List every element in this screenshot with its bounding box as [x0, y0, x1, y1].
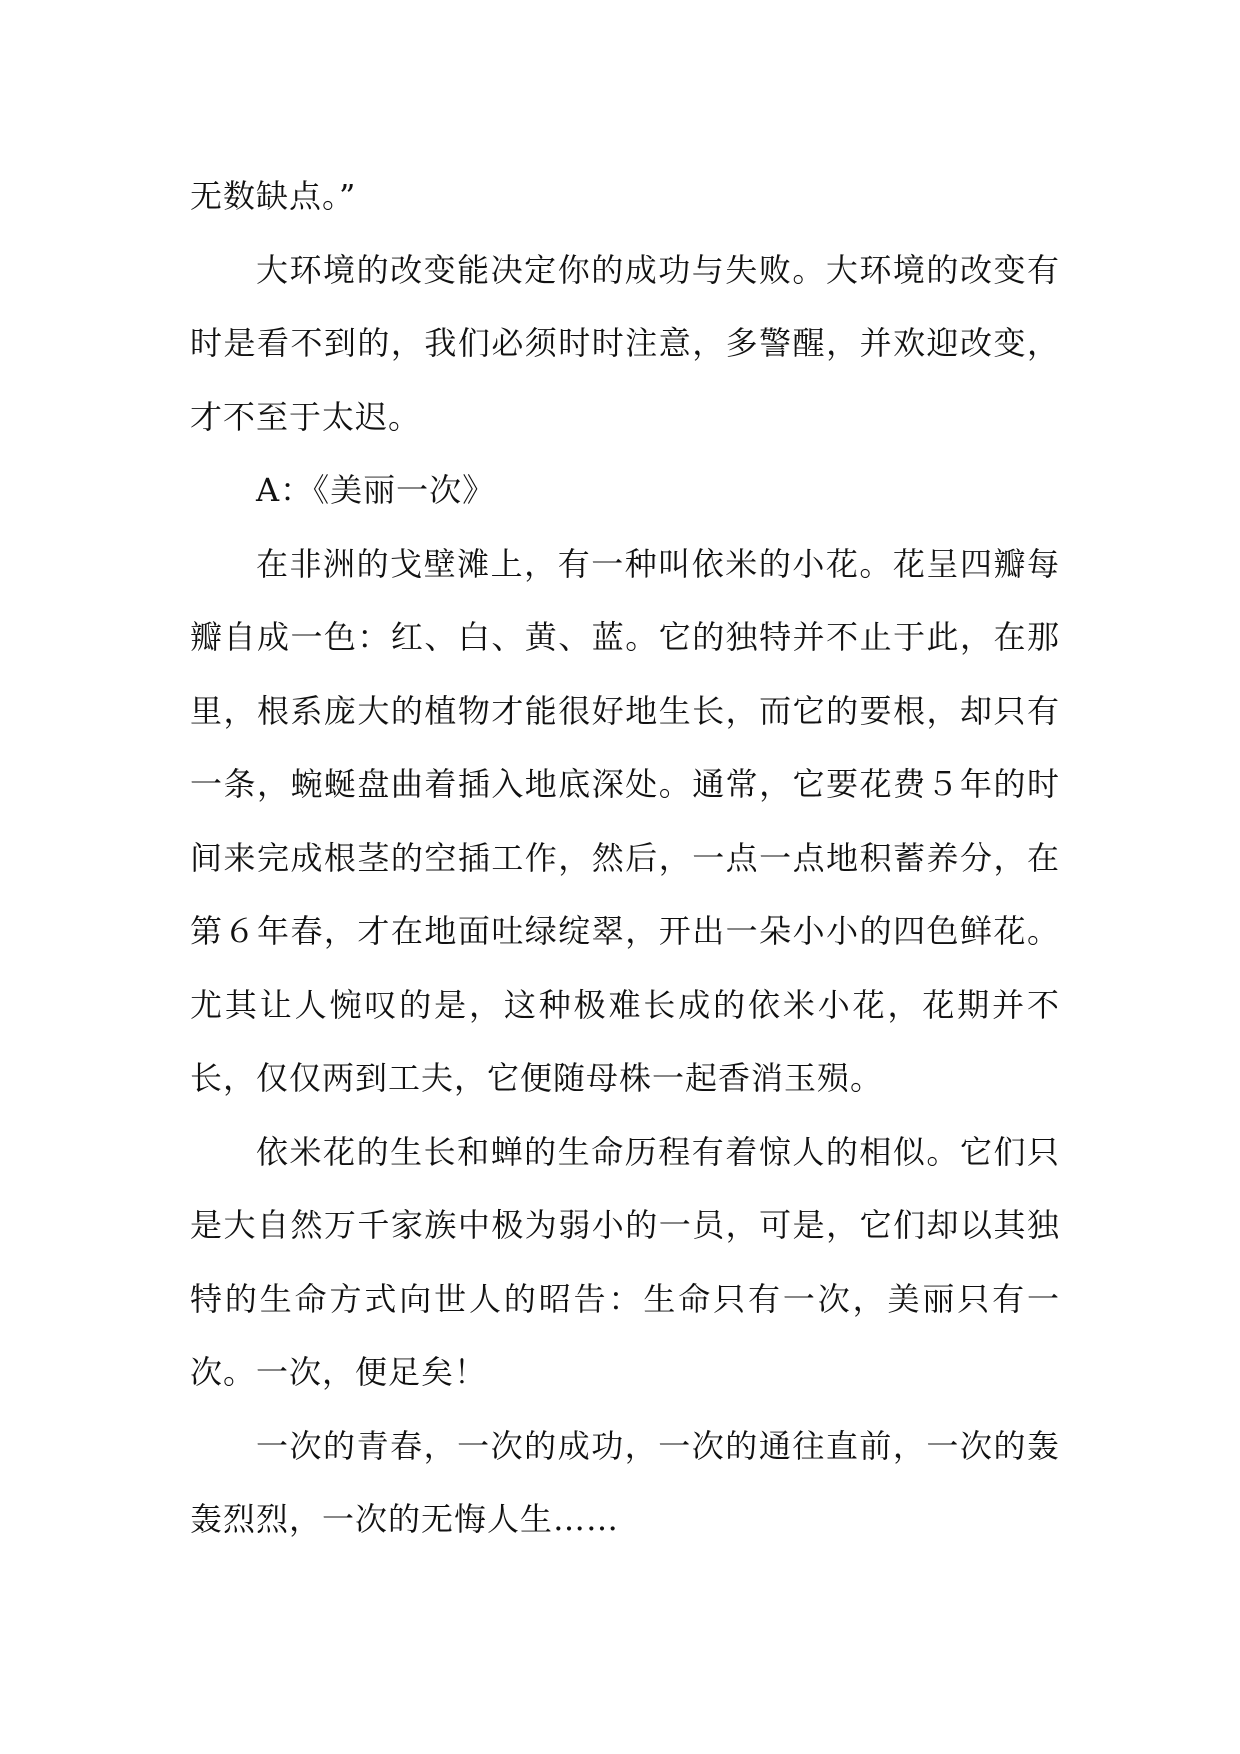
paragraph-environment-change: 大环境的改变能决定你的成功与失败。大环境的改变有时是看不到的，我们必须时时注意，多警醒，并欢迎改变，才不至于太迟。 — [190, 250, 1060, 436]
paragraph-yimi-flower: 在非洲的戈壁滩上，有一种叫依米的小花。花呈四瓣每瓣自成一色：红、白、黄、蓝。它的独特并不止于此，在那里，根系庞大的植物才能很好地生长，而它的要根，却只有一条，蜿蜒盘曲着插入地底深处。通常，它要花费５年的时间来完成根茎的空插工作，然后，一点一点地积蓄养分，在第６年春，才在地面吐绿绽翠，开出一朵小小的四色鲜花。尤其让人惋叹的是，这种极难长成的依米小花，花期并不长，仅仅两到工夫，它便随母株一起香消玉殒。 — [190, 544, 1060, 1097]
body-text — [190, 160, 1060, 1557]
section-heading: A：《美丽一次》 — [256, 471, 496, 509]
paragraph-once: 一次的青春，一次的成功，一次的通往直前，一次的轰轰烈烈，一次的无悔人生…… — [190, 1426, 1060, 1538]
paragraph-yimi-cicada: 依米花的生长和蝉的生命历程有着惊人的相似。它们只是大自然万千家族中极为弱小的一员，可是，它们却以其独特的生命方式向世人的昭告：生命只有一次，美丽只有一次。一次，便足矣！ — [190, 1132, 1060, 1391]
paragraph-continuation: 无数缺点。” — [190, 177, 357, 215]
